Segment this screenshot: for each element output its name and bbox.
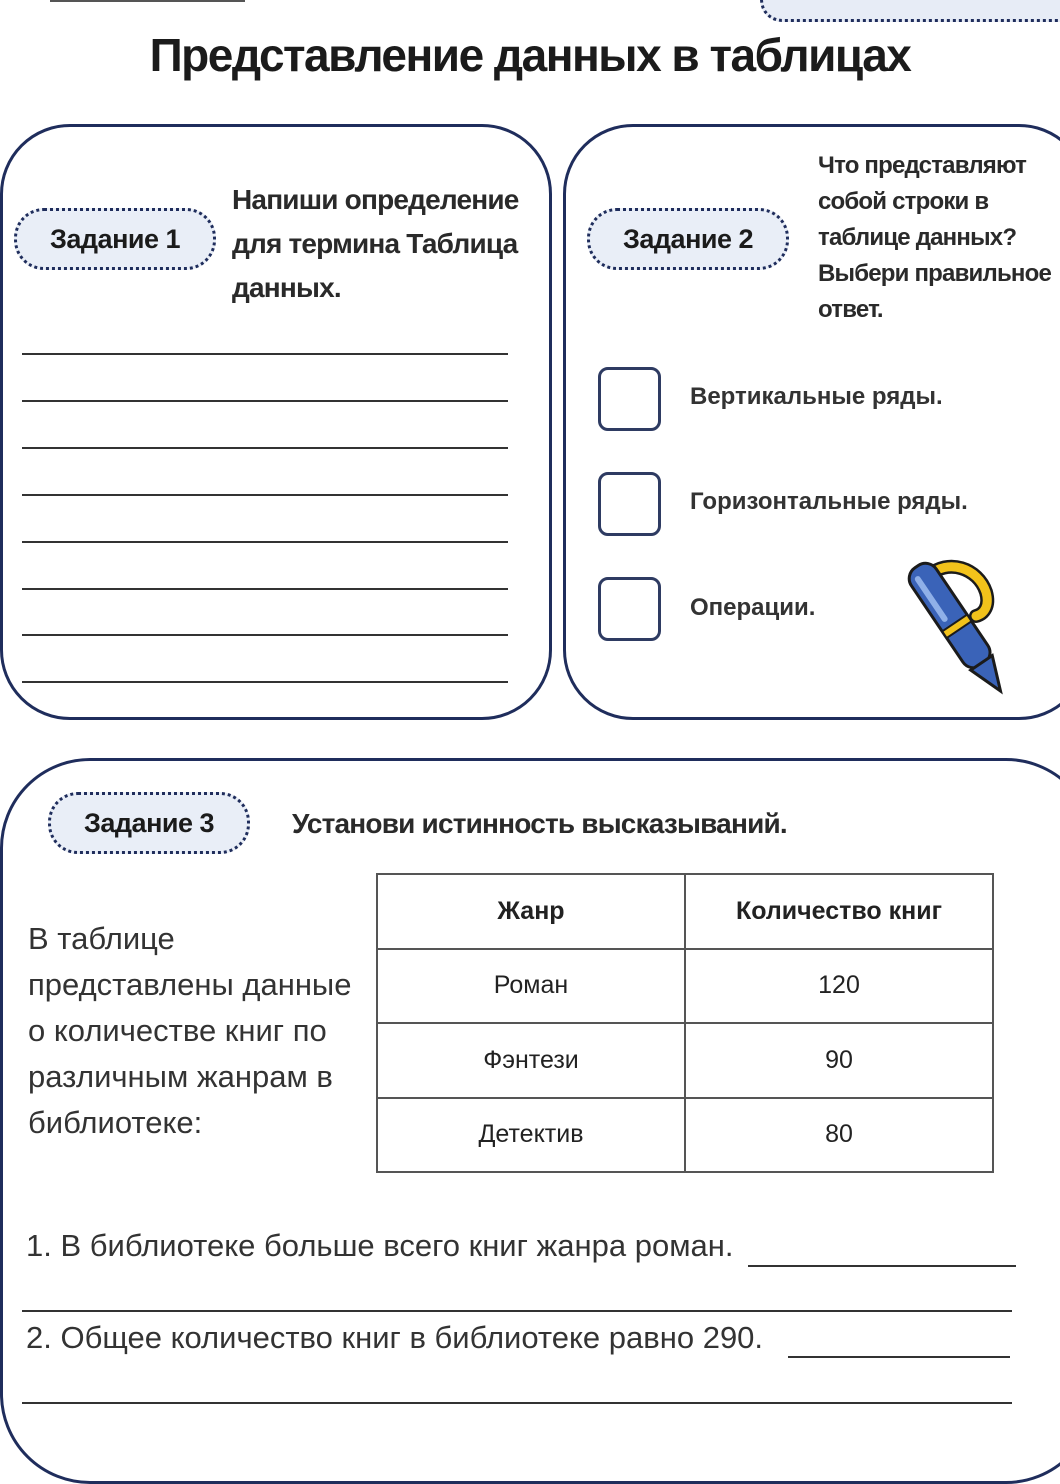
statement-2: 2. Общее количество книг в библиотеке равно 290. — [26, 1320, 764, 1355]
pen-icon — [898, 548, 1018, 708]
header-count: Количество книг — [685, 874, 993, 949]
cell-count: 90 — [685, 1023, 993, 1098]
header-genre: Жанр — [377, 874, 685, 949]
table-header-row — [377, 874, 993, 949]
task3-description: В таблице представлены данные о количестве книг по различным жанрам в библиотеке: — [28, 921, 352, 1140]
cell-genre: Детектив — [377, 1098, 685, 1173]
answer-line[interactable] — [22, 1310, 1012, 1312]
cell-genre: Роман — [377, 949, 685, 1024]
answer-line[interactable] — [22, 353, 508, 355]
statement-2-answer-line[interactable] — [788, 1356, 1010, 1358]
answer-line[interactable] — [22, 1402, 1012, 1404]
top-rule — [50, 0, 245, 2]
option-checkbox-2[interactable] — [598, 472, 661, 536]
answer-line[interactable] — [22, 634, 508, 636]
answer-line[interactable] — [22, 681, 508, 683]
answer-line[interactable] — [22, 494, 508, 496]
answer-line[interactable] — [22, 400, 508, 402]
task1-prompt: Напиши определение для термина Таблица данных. — [232, 184, 519, 303]
task2-prompt: Что представляют собой строки в таблице данных? Выбери правильное ответ. — [818, 152, 1051, 323]
table-row — [377, 1023, 993, 1098]
cell-count: 120 — [685, 949, 993, 1024]
option-label-3: Операции. — [690, 594, 816, 621]
option-label-1: Вертикальные ряды. — [690, 383, 943, 410]
corner-tag — [760, 0, 1060, 22]
statement-1-answer-line[interactable] — [748, 1265, 1016, 1267]
page-title: Представление данных в таблицах — [149, 29, 911, 81]
option-checkbox-3[interactable] — [598, 577, 661, 641]
table-row — [377, 1098, 993, 1173]
cell-genre: Фэнтези — [377, 1023, 685, 1098]
answer-line[interactable] — [22, 588, 508, 590]
task3-badge: Задание 3 — [48, 792, 250, 854]
task2-badge: Задание 2 — [587, 208, 789, 270]
table-row — [377, 949, 993, 1024]
books-table — [376, 873, 994, 1173]
option-checkbox-1[interactable] — [598, 367, 661, 431]
task1-badge: Задание 1 — [14, 208, 216, 270]
answer-line[interactable] — [22, 447, 508, 449]
answer-line[interactable] — [22, 541, 508, 543]
statement-1: 1. В библиотеке больше всего книг жанра роман. — [26, 1228, 734, 1263]
task3-prompt: Установи истинность высказываний. — [292, 808, 787, 839]
cell-count: 80 — [685, 1098, 993, 1173]
option-label-2: Горизонтальные ряды. — [690, 488, 968, 515]
